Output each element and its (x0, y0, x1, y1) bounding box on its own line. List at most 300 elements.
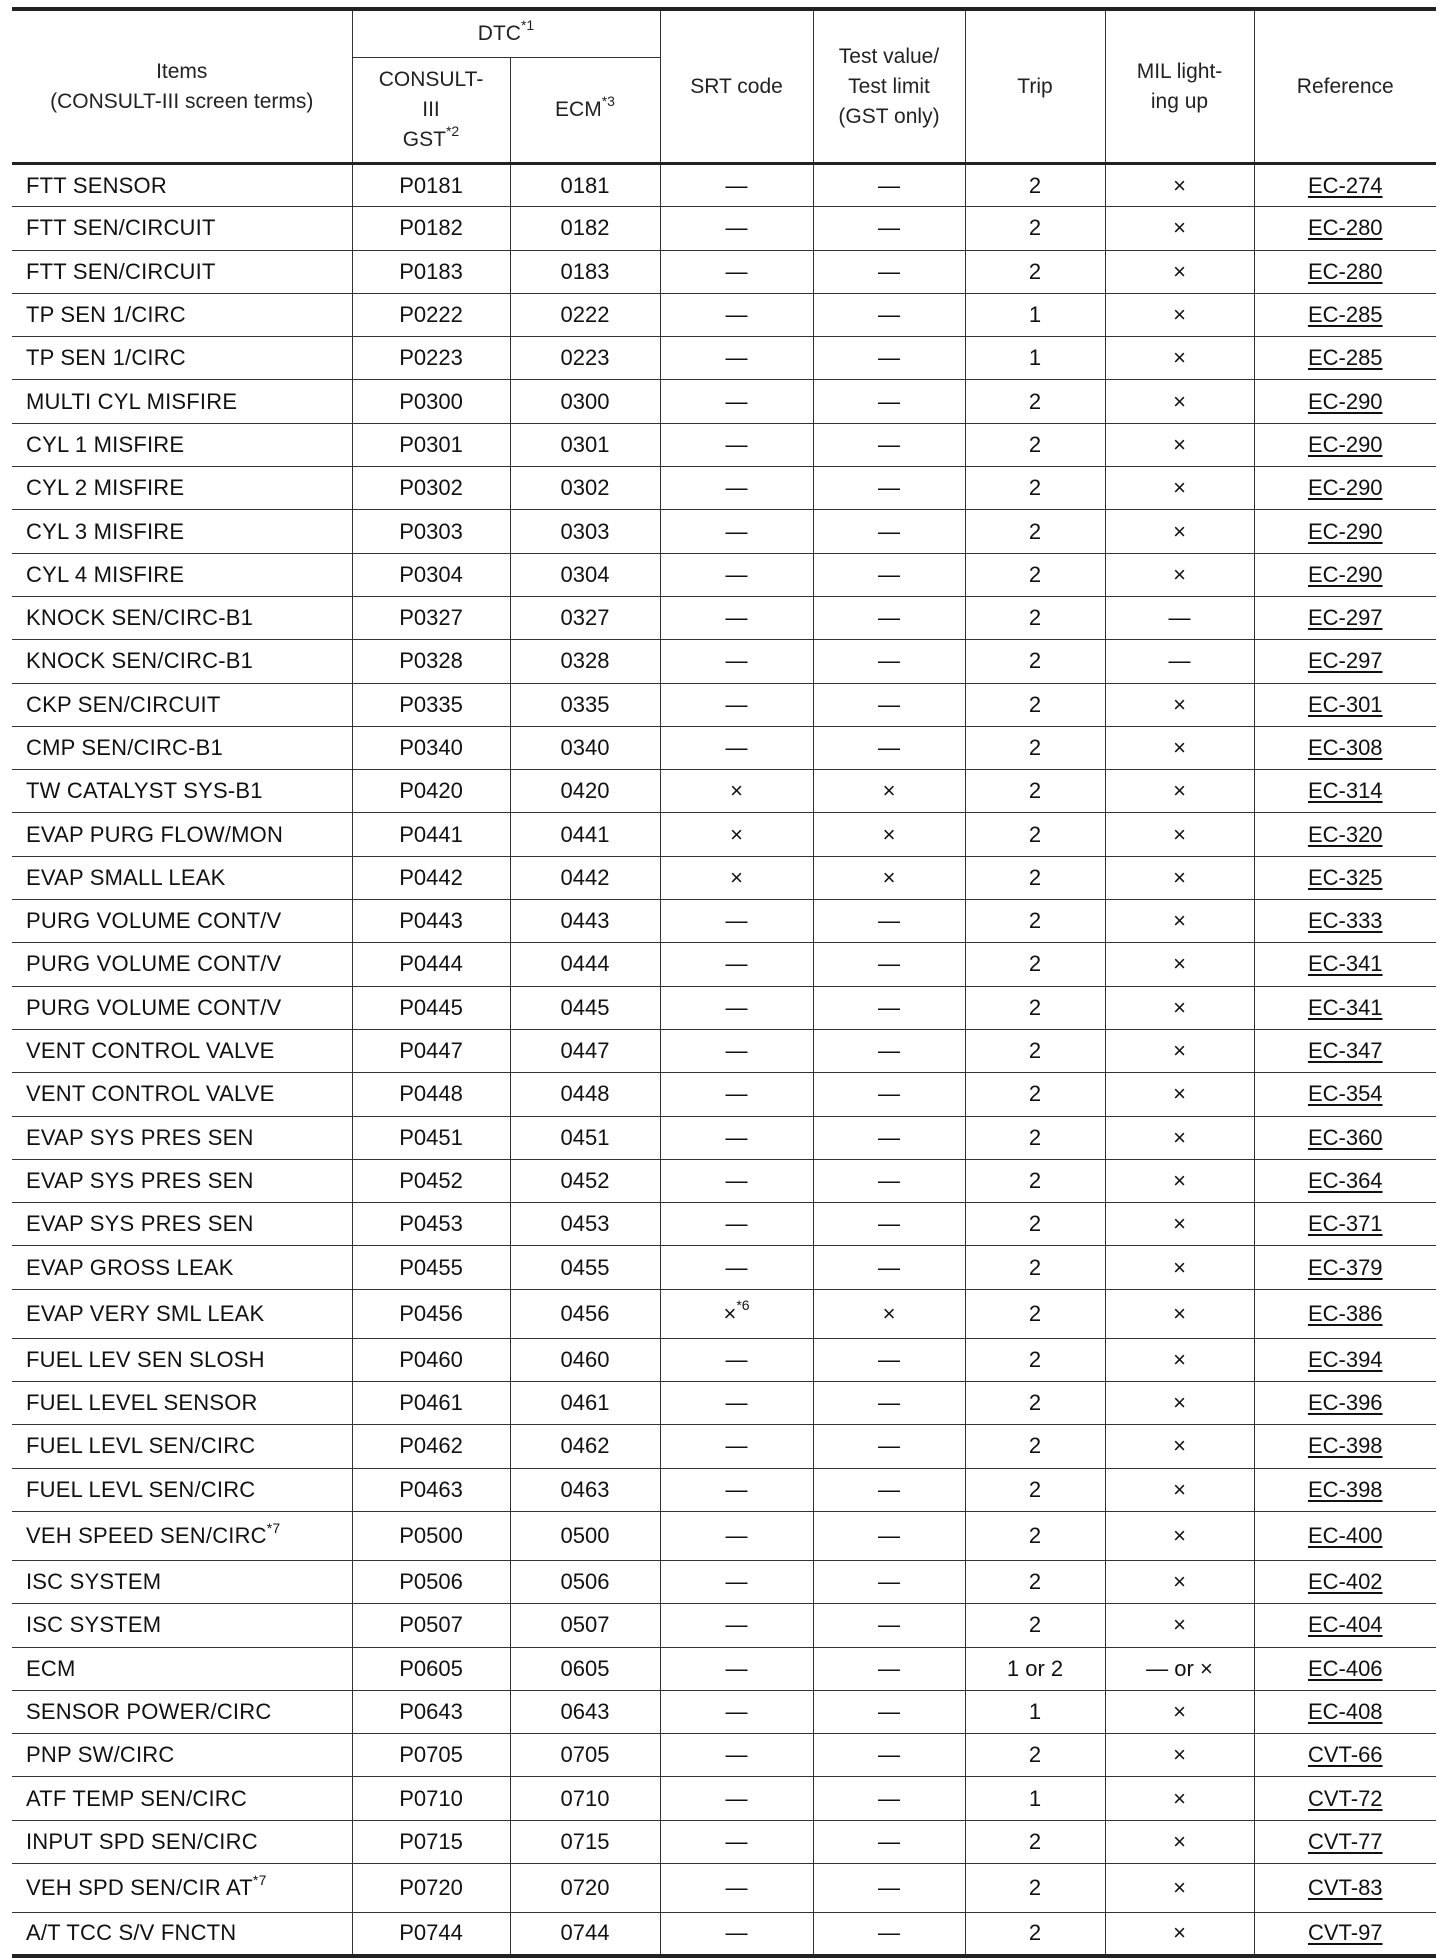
table-row (12, 683, 1436, 726)
cell-mil: × (1105, 1116, 1254, 1159)
cell-consult-code: P0222 (352, 293, 510, 336)
item-label: EVAP SYS PRES SEN (26, 1124, 254, 1150)
cell-srt (660, 423, 813, 466)
cell-test: — (813, 640, 965, 683)
reference-link[interactable]: EC-341 (1307, 951, 1383, 977)
cell-consult-code: P0442 (352, 856, 510, 899)
item-label: EVAP PURG FLOW/MON (26, 821, 284, 847)
cell-mil: × (1105, 293, 1254, 336)
cell-test: — (813, 986, 965, 1029)
cell-consult-code: P0452 (352, 1159, 510, 1202)
cell-item (12, 1647, 352, 1690)
cell-srt (660, 293, 813, 336)
cell-test: — (813, 596, 965, 639)
cell-reference (1254, 1604, 1436, 1647)
header-consult-sup: *2 (445, 123, 460, 139)
item-label: VEH SPD SEN/CIR AT (26, 1874, 253, 1900)
item-label: VENT CONTROL VALVE (26, 1081, 275, 1107)
cell-ecm-code: 0448 (510, 1073, 660, 1116)
cell-test: — (813, 1820, 965, 1863)
cell-reference (1254, 1382, 1436, 1425)
reference-link[interactable]: EC-301 (1307, 691, 1383, 717)
cell-test: — (813, 1511, 965, 1560)
srt-value: — (725, 908, 748, 934)
cell-item (12, 856, 352, 899)
item-label: CYL 3 MISFIRE (26, 518, 185, 544)
cell-reference (1254, 380, 1436, 423)
table-row (12, 1073, 1436, 1116)
table-row (12, 250, 1436, 293)
cell-reference (1254, 1289, 1436, 1338)
reference-link[interactable]: EC-364 (1307, 1167, 1383, 1193)
cell-item (12, 1246, 352, 1289)
item-label: ATF TEMP SEN/CIRC (26, 1785, 247, 1811)
item-label: CYL 2 MISFIRE (26, 475, 185, 501)
header-ecm (510, 58, 660, 164)
header-reference: Reference (1254, 9, 1436, 164)
item-label: EVAP GROSS LEAK (26, 1254, 234, 1280)
cell-consult-code: P0461 (352, 1382, 510, 1425)
cell-srt (660, 1203, 813, 1246)
table-row (12, 337, 1436, 380)
header-trip: Trip (965, 9, 1105, 164)
cell-srt (660, 770, 813, 813)
cell-mil: × (1105, 1690, 1254, 1733)
cell-srt (660, 1820, 813, 1863)
cell-trip: 2 (965, 943, 1105, 986)
cell-consult-code: P0441 (352, 813, 510, 856)
cell-consult-code: P0300 (352, 380, 510, 423)
cell-test: — (813, 900, 965, 943)
table-row (12, 726, 1436, 769)
header-ecm-label: ECM (555, 98, 602, 121)
header-test-line2: Test limit (848, 74, 930, 98)
cell-consult-code: P0456 (352, 1289, 510, 1338)
cell-item (12, 1159, 352, 1202)
table-row (12, 900, 1436, 943)
cell-reference (1254, 553, 1436, 596)
cell-mil: × (1105, 1338, 1254, 1381)
reference-link[interactable]: EC-290 (1307, 431, 1383, 457)
cell-consult-code: P0643 (352, 1690, 510, 1733)
cell-mil: × (1105, 164, 1254, 207)
cell-trip: 2 (965, 1734, 1105, 1777)
cell-ecm-code: 0420 (510, 770, 660, 813)
table-row (12, 1604, 1436, 1647)
cell-ecm-code: 0456 (510, 1289, 660, 1338)
srt-value: — (725, 1254, 748, 1280)
srt-value: × (730, 821, 743, 847)
header-ecm-sup: *3 (601, 93, 615, 109)
cell-ecm-code: 0182 (510, 207, 660, 250)
cell-srt (660, 337, 813, 380)
table-row (12, 467, 1436, 510)
cell-mil: × (1105, 423, 1254, 466)
cell-ecm-code: 0705 (510, 1734, 660, 1777)
cell-ecm-code: 0463 (510, 1468, 660, 1511)
cell-consult-code: P0605 (352, 1647, 510, 1690)
cell-mil: × (1105, 553, 1254, 596)
item-label: PNP SW/CIRC (26, 1742, 175, 1768)
cell-mil: × (1105, 1382, 1254, 1425)
cell-trip: 2 (965, 467, 1105, 510)
srt-value: — (725, 1742, 748, 1768)
cell-srt (660, 1289, 813, 1338)
cell-consult-code: P0705 (352, 1734, 510, 1777)
cell-srt (660, 900, 813, 943)
reference-link[interactable]: EC-297 (1307, 605, 1383, 631)
cell-ecm-code: 0183 (510, 250, 660, 293)
reference-link[interactable]: EC-274 (1307, 172, 1383, 198)
cell-trip: 2 (965, 683, 1105, 726)
cell-reference (1254, 1820, 1436, 1863)
cell-reference (1254, 337, 1436, 380)
cell-item (12, 1073, 352, 1116)
cell-consult-code: P0443 (352, 900, 510, 943)
cell-consult-code: P0720 (352, 1863, 510, 1912)
reference-link[interactable]: EC-398 (1307, 1433, 1383, 1459)
reference-link[interactable]: EC-394 (1307, 1346, 1383, 1372)
cell-trip: 2 (965, 1468, 1105, 1511)
cell-reference (1254, 1560, 1436, 1603)
cell-ecm-code: 0302 (510, 467, 660, 510)
table-row (12, 293, 1436, 336)
table-row (12, 1820, 1436, 1863)
cell-consult-code: P0445 (352, 986, 510, 1029)
cell-item (12, 467, 352, 510)
table-row (12, 1382, 1436, 1425)
cell-trip: 2 (965, 596, 1105, 639)
table-row (12, 986, 1436, 1029)
cell-consult-code: P0335 (352, 683, 510, 726)
cell-mil: × (1105, 1820, 1254, 1863)
cell-srt (660, 1560, 813, 1603)
cell-reference (1254, 207, 1436, 250)
cell-srt (660, 943, 813, 986)
cell-item (12, 1690, 352, 1733)
cell-ecm-code: 0605 (510, 1647, 660, 1690)
cell-item (12, 164, 352, 207)
item-label: PURG VOLUME CONT/V (26, 908, 282, 934)
cell-reference (1254, 1116, 1436, 1159)
reference-link[interactable]: EC-386 (1307, 1300, 1383, 1326)
cell-trip: 2 (965, 1820, 1105, 1863)
cell-ecm-code: 0500 (510, 1511, 660, 1560)
srt-value: — (725, 1612, 748, 1638)
dtc-table (12, 7, 1436, 1958)
table-row (12, 1912, 1436, 1955)
item-label: FUEL LEVL SEN/CIRC (26, 1433, 256, 1459)
srt-value: — (725, 1522, 748, 1548)
cell-consult-code: P0183 (352, 250, 510, 293)
cell-item (12, 1734, 352, 1777)
srt-value: — (725, 431, 748, 457)
cell-consult-code: P0447 (352, 1029, 510, 1072)
table-header (12, 9, 1436, 164)
cell-mil: × (1105, 726, 1254, 769)
cell-mil: × (1105, 1734, 1254, 1777)
cell-ecm-code: 0452 (510, 1159, 660, 1202)
cell-ecm-code: 0300 (510, 380, 660, 423)
reference-link[interactable]: EC-280 (1307, 258, 1383, 284)
cell-test: — (813, 1073, 965, 1116)
table-row (12, 164, 1436, 207)
reference-link[interactable]: EC-406 (1307, 1655, 1383, 1681)
cell-trip: 1 (965, 1690, 1105, 1733)
cell-reference (1254, 467, 1436, 510)
srt-value: — (725, 735, 748, 760)
cell-item (12, 813, 352, 856)
cell-ecm-code: 0643 (510, 1690, 660, 1733)
srt-value: × (723, 1300, 737, 1326)
cell-trip: 2 (965, 1912, 1105, 1955)
cell-srt (660, 1425, 813, 1468)
item-label: EVAP SYS PRES SEN (26, 1211, 254, 1237)
reference-link[interactable]: EC-280 (1307, 215, 1383, 241)
cell-test: — (813, 293, 965, 336)
table-row (12, 1690, 1436, 1733)
cell-test: — (813, 1468, 965, 1511)
reference-link[interactable]: CVT-72 (1307, 1785, 1383, 1811)
cell-mil: × (1105, 1560, 1254, 1603)
cell-item (12, 596, 352, 639)
cell-consult-code: P0500 (352, 1511, 510, 1560)
reference-link[interactable]: EC-308 (1307, 735, 1383, 760)
table-row (12, 1116, 1436, 1159)
cell-consult-code: P0460 (352, 1338, 510, 1381)
cell-trip: 2 (965, 1604, 1105, 1647)
cell-consult-code: P0301 (352, 423, 510, 466)
reference-link[interactable]: EC-408 (1307, 1698, 1383, 1724)
cell-consult-code: P0223 (352, 337, 510, 380)
cell-srt (660, 553, 813, 596)
srt-value: — (725, 1124, 748, 1150)
table-row (12, 943, 1436, 986)
cell-item (12, 640, 352, 683)
header-mil-line2: ing up (1150, 89, 1209, 113)
item-label: INPUT SPD SEN/CIRC (26, 1828, 258, 1854)
cell-test: — (813, 1777, 965, 1820)
cell-trip: 2 (965, 553, 1105, 596)
srt-sup: *6 (736, 1297, 750, 1314)
cell-mil: × (1105, 900, 1254, 943)
cell-item (12, 380, 352, 423)
cell-reference (1254, 596, 1436, 639)
cell-item (12, 250, 352, 293)
cell-mil: × (1105, 1425, 1254, 1468)
reference-link[interactable]: EC-400 (1307, 1522, 1383, 1548)
reference-link[interactable]: EC-404 (1307, 1612, 1383, 1638)
reference-link[interactable]: EC-290 (1307, 518, 1383, 544)
header-mil (1105, 9, 1254, 164)
cell-mil: × (1105, 207, 1254, 250)
item-label: ISC SYSTEM (26, 1569, 162, 1595)
srt-value: — (725, 951, 748, 977)
table-row (12, 1777, 1436, 1820)
cell-test: — (813, 510, 965, 553)
srt-value: — (725, 1828, 748, 1854)
table-row (12, 1468, 1436, 1511)
cell-srt (660, 380, 813, 423)
cell-test: — (813, 1690, 965, 1733)
cell-test: × (813, 770, 965, 813)
cell-mil: × (1105, 770, 1254, 813)
reference-link[interactable]: EC-360 (1307, 1124, 1383, 1150)
reference-link[interactable]: EC-285 (1307, 302, 1383, 328)
cell-reference (1254, 856, 1436, 899)
cell-mil: × (1105, 856, 1254, 899)
cell-ecm-code: 0506 (510, 1560, 660, 1603)
reference-link[interactable]: EC-341 (1307, 994, 1383, 1020)
cell-test: — (813, 337, 965, 380)
cell-trip: 2 (965, 1338, 1105, 1381)
cell-consult-code: P0451 (352, 1116, 510, 1159)
reference-link[interactable]: EC-333 (1307, 908, 1383, 934)
cell-test: — (813, 207, 965, 250)
cell-trip: 2 (965, 250, 1105, 293)
cell-srt (660, 1382, 813, 1425)
cell-ecm-code: 0443 (510, 900, 660, 943)
cell-srt (660, 207, 813, 250)
reference-link[interactable]: EC-314 (1307, 778, 1383, 804)
reference-link[interactable]: EC-354 (1307, 1081, 1383, 1107)
cell-reference (1254, 986, 1436, 1029)
cell-reference (1254, 1647, 1436, 1690)
reference-link[interactable]: EC-371 (1307, 1211, 1383, 1237)
cell-consult-code: P0328 (352, 640, 510, 683)
cell-reference (1254, 1734, 1436, 1777)
srt-value: — (725, 1346, 748, 1372)
cell-srt (660, 596, 813, 639)
item-label: FUEL LEVL SEN/CIRC (26, 1476, 256, 1502)
table-row (12, 640, 1436, 683)
reference-link[interactable]: CVT-83 (1307, 1874, 1383, 1900)
cell-consult-code: P0710 (352, 1777, 510, 1820)
header-consult-line3 (353, 125, 510, 155)
reference-link[interactable]: CVT-66 (1307, 1742, 1383, 1768)
reference-link[interactable]: EC-320 (1307, 821, 1383, 847)
cell-consult-code: P0744 (352, 1912, 510, 1955)
item-label: FTT SEN/CIRCUIT (26, 215, 216, 241)
item-label: FUEL LEVEL SENSOR (26, 1390, 258, 1416)
cell-ecm-code: 0303 (510, 510, 660, 553)
srt-value: — (725, 994, 748, 1020)
reference-link[interactable]: CVT-77 (1307, 1828, 1383, 1854)
reference-link[interactable]: EC-325 (1307, 864, 1383, 890)
reference-link[interactable]: EC-285 (1307, 345, 1383, 371)
cell-item (12, 423, 352, 466)
header-dtc-label: DTC (477, 22, 521, 45)
cell-ecm-code: 0441 (510, 813, 660, 856)
cell-consult-code: P0453 (352, 1203, 510, 1246)
cell-item (12, 1560, 352, 1603)
reference-link[interactable]: CVT-97 (1307, 1920, 1383, 1946)
reference-link[interactable]: EC-398 (1307, 1476, 1383, 1502)
reference-link[interactable]: EC-347 (1307, 1038, 1383, 1064)
header-items (12, 9, 352, 164)
cell-reference (1254, 683, 1436, 726)
reference-link[interactable]: EC-402 (1307, 1569, 1383, 1595)
srt-value: — (725, 691, 748, 717)
item-label: VENT CONTROL VALVE (26, 1038, 275, 1064)
reference-link[interactable]: EC-297 (1307, 648, 1383, 674)
cell-item (12, 1289, 352, 1338)
cell-consult-code: P0182 (352, 207, 510, 250)
cell-ecm-code: 0304 (510, 553, 660, 596)
srt-value: — (725, 1920, 748, 1946)
table-row (12, 380, 1436, 423)
item-label: FUEL LEV SEN SLOSH (26, 1346, 265, 1372)
cell-consult-code: P0444 (352, 943, 510, 986)
item-sup: *7 (252, 1871, 267, 1888)
cell-srt (660, 1159, 813, 1202)
cell-test: — (813, 1246, 965, 1289)
srt-value: — (725, 345, 748, 371)
cell-reference (1254, 1203, 1436, 1246)
header-test (813, 9, 965, 164)
reference-link[interactable]: EC-379 (1307, 1254, 1383, 1280)
reference-link[interactable]: EC-290 (1307, 561, 1383, 587)
cell-ecm-code: 0462 (510, 1425, 660, 1468)
cell-consult-code: P0455 (352, 1246, 510, 1289)
table-row (12, 1159, 1436, 1202)
cell-reference (1254, 943, 1436, 986)
srt-value: — (725, 1698, 748, 1724)
cell-reference (1254, 1425, 1436, 1468)
cell-reference (1254, 1246, 1436, 1289)
cell-ecm-code: 0710 (510, 1777, 660, 1820)
srt-value: — (725, 1038, 748, 1064)
table-row (12, 770, 1436, 813)
cell-reference (1254, 423, 1436, 466)
cell-item (12, 1425, 352, 1468)
cell-item (12, 1777, 352, 1820)
item-label: TP SEN 1/CIRC (26, 345, 186, 371)
cell-ecm-code: 0445 (510, 986, 660, 1029)
cell-test: — (813, 683, 965, 726)
header-consult (352, 58, 510, 164)
cell-srt (660, 683, 813, 726)
cell-ecm-code: 0455 (510, 1246, 660, 1289)
cell-mil: × (1105, 1289, 1254, 1338)
cell-ecm-code: 0301 (510, 423, 660, 466)
srt-value: — (725, 1081, 748, 1107)
cell-consult-code: P0420 (352, 770, 510, 813)
srt-value: — (725, 475, 748, 501)
cell-trip: 1 (965, 293, 1105, 336)
cell-mil: × (1105, 943, 1254, 986)
item-label: EVAP SYS PRES SEN (26, 1167, 254, 1193)
cell-test: × (813, 1289, 965, 1338)
cell-reference (1254, 1690, 1436, 1733)
table-row (12, 1338, 1436, 1381)
cell-ecm-code: 0507 (510, 1604, 660, 1647)
srt-value: — (725, 1167, 748, 1193)
cell-trip: 2 (965, 1203, 1105, 1246)
reference-link[interactable]: EC-290 (1307, 388, 1383, 414)
cell-trip: 2 (965, 1863, 1105, 1912)
reference-link[interactable]: EC-290 (1307, 475, 1383, 501)
cell-test: — (813, 1159, 965, 1202)
reference-link[interactable]: EC-396 (1307, 1390, 1383, 1416)
cell-mil: × (1105, 1073, 1254, 1116)
cell-srt (660, 1647, 813, 1690)
cell-reference (1254, 726, 1436, 769)
cell-mil: × (1105, 1912, 1254, 1955)
cell-reference (1254, 900, 1436, 943)
item-label: KNOCK SEN/CIRC-B1 (26, 605, 254, 631)
cell-ecm-code: 0744 (510, 1912, 660, 1955)
